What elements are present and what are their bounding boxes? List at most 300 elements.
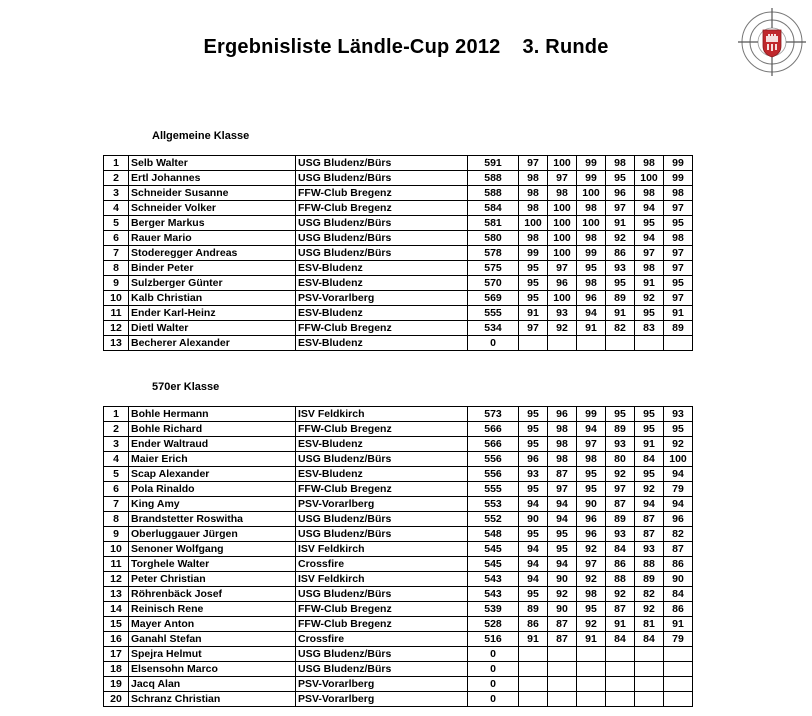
series-score-cell: 95 (519, 437, 548, 452)
table-row (104, 407, 693, 422)
table-row (104, 512, 693, 527)
table-row (104, 692, 693, 707)
shooter-name-cell: Scap Alexander (129, 467, 296, 482)
series-score-cell (606, 647, 635, 662)
total-score-cell: 539 (468, 602, 519, 617)
total-score-cell: 580 (468, 231, 519, 246)
series-score-cell: 94 (519, 572, 548, 587)
series-score-cell: 94 (548, 497, 577, 512)
series-score-cell: 90 (548, 602, 577, 617)
series-score-cell: 89 (606, 291, 635, 306)
shooter-name-cell: Schneider Susanne (129, 186, 296, 201)
rank-cell: 10 (104, 542, 129, 557)
series-score-cell: 95 (577, 482, 606, 497)
total-score-cell: 555 (468, 482, 519, 497)
shooter-name-cell: Oberluggauer Jürgen (129, 527, 296, 542)
table-row (104, 171, 693, 186)
series-score-cell: 90 (548, 572, 577, 587)
table-row (104, 572, 693, 587)
shooter-name-cell: Reinisch Rene (129, 602, 296, 617)
series-score-cell: 95 (606, 276, 635, 291)
series-score-cell: 100 (548, 201, 577, 216)
series-score-cell: 91 (606, 617, 635, 632)
club-cell: FFW-Club Bregenz (296, 422, 468, 437)
series-score-cell: 95 (519, 422, 548, 437)
total-score-cell: 566 (468, 437, 519, 452)
shooter-name-cell: Ender Karl-Heinz (129, 306, 296, 321)
series-score-cell: 98 (519, 231, 548, 246)
series-score-cell (519, 662, 548, 677)
series-score-cell: 84 (664, 587, 693, 602)
series-score-cell (548, 647, 577, 662)
total-score-cell: 0 (468, 677, 519, 692)
table-row (104, 336, 693, 351)
table-row (104, 246, 693, 261)
series-score-cell: 89 (635, 572, 664, 587)
series-score-cell: 95 (635, 407, 664, 422)
table-row (104, 527, 693, 542)
total-score-cell: 581 (468, 216, 519, 231)
club-cell: USG Bludenz/Bürs (296, 156, 468, 171)
club-cell: USG Bludenz/Bürs (296, 452, 468, 467)
series-score-cell: 95 (519, 407, 548, 422)
total-score-cell: 573 (468, 407, 519, 422)
table-row (104, 216, 693, 231)
rank-cell: 7 (104, 246, 129, 261)
table-row (104, 542, 693, 557)
series-score-cell: 96 (606, 186, 635, 201)
table-row (104, 437, 693, 452)
series-score-cell: 91 (635, 276, 664, 291)
total-score-cell: 0 (468, 647, 519, 662)
total-score-cell: 534 (468, 321, 519, 336)
series-score-cell: 96 (577, 512, 606, 527)
series-score-cell: 97 (606, 482, 635, 497)
total-score-cell: 528 (468, 617, 519, 632)
series-score-cell: 96 (664, 512, 693, 527)
table-row (104, 201, 693, 216)
table-row (104, 156, 693, 171)
series-score-cell: 99 (577, 407, 606, 422)
series-score-cell: 98 (577, 201, 606, 216)
shooter-name-cell: Selb Walter (129, 156, 296, 171)
table-row (104, 186, 693, 201)
series-score-cell: 93 (606, 437, 635, 452)
results-table-allgemeine (103, 155, 693, 351)
club-cell: ISV Feldkirch (296, 542, 468, 557)
series-score-cell: 86 (606, 246, 635, 261)
series-score-cell: 100 (635, 171, 664, 186)
title-text: Ergebnisliste Ländle-Cup 2012 (203, 36, 501, 58)
rank-cell: 19 (104, 677, 129, 692)
series-score-cell: 82 (664, 527, 693, 542)
club-cell: USG Bludenz/Bürs (296, 246, 468, 261)
total-score-cell: 556 (468, 467, 519, 482)
shooter-name-cell: Ertl Johannes (129, 171, 296, 186)
series-score-cell: 84 (606, 542, 635, 557)
series-score-cell (548, 692, 577, 707)
series-score-cell: 80 (606, 452, 635, 467)
series-score-cell: 92 (635, 602, 664, 617)
series-score-cell: 94 (635, 201, 664, 216)
rank-cell: 20 (104, 692, 129, 707)
series-score-cell: 93 (606, 527, 635, 542)
series-score-cell: 95 (635, 422, 664, 437)
rank-cell: 8 (104, 512, 129, 527)
club-cell: USG Bludenz/Bürs (296, 231, 468, 246)
table-row (104, 321, 693, 336)
rank-cell: 2 (104, 422, 129, 437)
series-score-cell: 98 (606, 156, 635, 171)
club-cell: ESV-Bludenz (296, 261, 468, 276)
series-score-cell: 99 (577, 246, 606, 261)
series-score-cell: 97 (577, 557, 606, 572)
shooter-name-cell: Kalb Christian (129, 291, 296, 306)
club-cell: USG Bludenz/Bürs (296, 662, 468, 677)
total-score-cell: 553 (468, 497, 519, 512)
table-row (104, 452, 693, 467)
series-score-cell (548, 677, 577, 692)
shooter-name-cell: Bohle Richard (129, 422, 296, 437)
series-score-cell: 91 (519, 632, 548, 647)
series-score-cell: 97 (635, 246, 664, 261)
series-score-cell (577, 692, 606, 707)
rank-cell: 13 (104, 587, 129, 602)
series-score-cell: 97 (664, 246, 693, 261)
series-score-cell: 95 (577, 467, 606, 482)
rank-cell: 4 (104, 201, 129, 216)
series-score-cell: 91 (577, 632, 606, 647)
series-score-cell: 97 (548, 261, 577, 276)
rank-cell: 16 (104, 632, 129, 647)
series-score-cell: 98 (548, 186, 577, 201)
series-score-cell (635, 662, 664, 677)
shooter-name-cell: King Amy (129, 497, 296, 512)
shooter-name-cell: Torghele Walter (129, 557, 296, 572)
series-score-cell: 98 (577, 587, 606, 602)
series-score-cell: 86 (664, 557, 693, 572)
shooter-name-cell: Röhrenbäck Josef (129, 587, 296, 602)
club-cell: PSV-Vorarlberg (296, 677, 468, 692)
series-score-cell: 92 (606, 467, 635, 482)
shooter-name-cell: Sulzberger Günter (129, 276, 296, 291)
rank-cell: 18 (104, 662, 129, 677)
series-score-cell: 95 (519, 482, 548, 497)
total-score-cell: 543 (468, 587, 519, 602)
crosshair-shield-logo (738, 8, 806, 76)
series-score-cell: 98 (577, 452, 606, 467)
series-score-cell: 94 (519, 497, 548, 512)
series-score-cell (606, 336, 635, 351)
series-score-cell: 94 (635, 497, 664, 512)
rank-cell: 3 (104, 437, 129, 452)
rank-cell: 15 (104, 617, 129, 632)
series-score-cell: 86 (606, 557, 635, 572)
club-cell: ESV-Bludenz (296, 336, 468, 351)
series-score-cell: 96 (519, 452, 548, 467)
series-score-cell: 100 (548, 156, 577, 171)
series-score-cell: 87 (606, 497, 635, 512)
series-score-cell: 91 (664, 306, 693, 321)
series-score-cell: 100 (548, 246, 577, 261)
series-score-cell: 94 (519, 542, 548, 557)
club-cell: ISV Feldkirch (296, 407, 468, 422)
total-score-cell: 570 (468, 276, 519, 291)
series-score-cell: 92 (577, 572, 606, 587)
series-score-cell: 97 (577, 437, 606, 452)
series-score-cell: 93 (635, 542, 664, 557)
shooter-name-cell: Senoner Wolfgang (129, 542, 296, 557)
rank-cell: 17 (104, 647, 129, 662)
club-cell: USG Bludenz/Bürs (296, 527, 468, 542)
rank-cell: 5 (104, 216, 129, 231)
series-score-cell: 100 (577, 186, 606, 201)
club-cell: ESV-Bludenz (296, 306, 468, 321)
club-cell: USG Bludenz/Bürs (296, 171, 468, 186)
series-score-cell: 98 (577, 231, 606, 246)
series-score-cell: 95 (664, 422, 693, 437)
shooter-name-cell: Binder Peter (129, 261, 296, 276)
club-cell: USG Bludenz/Bürs (296, 647, 468, 662)
results-body-570er (104, 407, 693, 707)
series-score-cell (635, 692, 664, 707)
series-score-cell: 94 (548, 557, 577, 572)
series-score-cell: 87 (548, 617, 577, 632)
series-score-cell: 92 (635, 291, 664, 306)
club-cell: USG Bludenz/Bürs (296, 587, 468, 602)
club-cell: ESV-Bludenz (296, 437, 468, 452)
shooter-name-cell: Maier Erich (129, 452, 296, 467)
total-score-cell: 588 (468, 171, 519, 186)
series-score-cell: 94 (519, 557, 548, 572)
series-score-cell (664, 677, 693, 692)
series-score-cell: 87 (664, 542, 693, 557)
table-row (104, 276, 693, 291)
results-table-570er (103, 406, 693, 707)
table-row (104, 422, 693, 437)
series-score-cell: 97 (548, 171, 577, 186)
series-score-cell: 100 (548, 231, 577, 246)
series-score-cell: 91 (519, 306, 548, 321)
rank-cell: 12 (104, 572, 129, 587)
series-score-cell: 89 (664, 321, 693, 336)
series-score-cell: 79 (664, 632, 693, 647)
total-score-cell: 555 (468, 306, 519, 321)
series-score-cell (577, 677, 606, 692)
series-score-cell: 90 (519, 512, 548, 527)
shooter-name-cell: Mayer Anton (129, 617, 296, 632)
series-score-cell: 94 (664, 467, 693, 482)
series-score-cell: 83 (635, 321, 664, 336)
series-score-cell: 97 (664, 291, 693, 306)
series-score-cell: 96 (548, 276, 577, 291)
series-score-cell: 99 (664, 171, 693, 186)
results-body-allgemeine (104, 156, 693, 351)
table-row (104, 291, 693, 306)
table-row (104, 632, 693, 647)
series-score-cell: 92 (606, 587, 635, 602)
series-score-cell (577, 647, 606, 662)
series-score-cell: 91 (606, 306, 635, 321)
series-score-cell: 92 (635, 482, 664, 497)
series-score-cell: 95 (548, 527, 577, 542)
shooter-name-cell: Peter Christian (129, 572, 296, 587)
club-cell: USG Bludenz/Bürs (296, 512, 468, 527)
table-row (104, 662, 693, 677)
rank-cell: 11 (104, 557, 129, 572)
total-score-cell: 566 (468, 422, 519, 437)
series-score-cell: 92 (548, 587, 577, 602)
series-score-cell: 95 (664, 276, 693, 291)
series-score-cell: 96 (548, 407, 577, 422)
series-score-cell (635, 677, 664, 692)
series-score-cell: 86 (664, 602, 693, 617)
shooter-name-cell: Pola Rinaldo (129, 482, 296, 497)
club-cell: Crossfire (296, 632, 468, 647)
series-score-cell: 94 (635, 231, 664, 246)
series-score-cell: 89 (519, 602, 548, 617)
shooter-name-cell: Stoderegger Andreas (129, 246, 296, 261)
series-score-cell: 79 (664, 482, 693, 497)
club-cell: FFW-Club Bregenz (296, 186, 468, 201)
rank-cell: 6 (104, 231, 129, 246)
total-score-cell: 569 (468, 291, 519, 306)
series-score-cell: 98 (548, 437, 577, 452)
series-score-cell: 84 (635, 452, 664, 467)
series-score-cell: 91 (635, 437, 664, 452)
series-score-cell: 89 (606, 422, 635, 437)
rank-cell: 14 (104, 602, 129, 617)
series-score-cell: 82 (635, 587, 664, 602)
rank-cell: 6 (104, 482, 129, 497)
series-score-cell: 95 (519, 261, 548, 276)
series-score-cell: 100 (548, 291, 577, 306)
rank-cell: 12 (104, 321, 129, 336)
series-score-cell: 90 (577, 497, 606, 512)
series-score-cell: 97 (664, 201, 693, 216)
club-cell: Crossfire (296, 557, 468, 572)
total-score-cell: 578 (468, 246, 519, 261)
total-score-cell: 543 (468, 572, 519, 587)
series-score-cell: 87 (635, 527, 664, 542)
series-score-cell: 95 (519, 291, 548, 306)
rank-cell: 5 (104, 467, 129, 482)
shooter-name-cell: Elsensohn Marco (129, 662, 296, 677)
shooter-name-cell: Rauer Mario (129, 231, 296, 246)
series-score-cell: 82 (606, 321, 635, 336)
series-score-cell: 95 (606, 171, 635, 186)
series-score-cell (577, 336, 606, 351)
series-score-cell: 99 (519, 246, 548, 261)
series-score-cell: 84 (635, 632, 664, 647)
series-score-cell: 92 (548, 321, 577, 336)
series-score-cell: 93 (606, 261, 635, 276)
series-score-cell (519, 677, 548, 692)
total-score-cell: 552 (468, 512, 519, 527)
total-score-cell: 548 (468, 527, 519, 542)
total-score-cell: 516 (468, 632, 519, 647)
series-score-cell: 98 (519, 171, 548, 186)
total-score-cell: 584 (468, 201, 519, 216)
rank-cell: 2 (104, 171, 129, 186)
series-score-cell: 98 (664, 186, 693, 201)
series-score-cell: 97 (519, 321, 548, 336)
rank-cell: 3 (104, 186, 129, 201)
series-score-cell: 88 (606, 572, 635, 587)
series-score-cell: 100 (519, 216, 548, 231)
rank-cell: 7 (104, 497, 129, 512)
series-score-cell: 94 (577, 422, 606, 437)
series-score-cell: 94 (548, 512, 577, 527)
series-score-cell: 90 (664, 572, 693, 587)
club-cell: USG Bludenz/Bürs (296, 216, 468, 231)
series-score-cell: 93 (548, 306, 577, 321)
total-score-cell: 556 (468, 452, 519, 467)
series-score-cell: 96 (577, 291, 606, 306)
club-cell: ISV Feldkirch (296, 572, 468, 587)
series-score-cell: 92 (577, 617, 606, 632)
series-score-cell: 91 (577, 321, 606, 336)
total-score-cell: 588 (468, 186, 519, 201)
series-score-cell: 92 (577, 542, 606, 557)
shooter-name-cell: Jacq Alan (129, 677, 296, 692)
series-score-cell (635, 336, 664, 351)
series-score-cell: 97 (519, 156, 548, 171)
series-score-cell: 84 (606, 632, 635, 647)
series-score-cell: 91 (606, 216, 635, 231)
club-cell: PSV-Vorarlberg (296, 497, 468, 512)
club-cell: FFW-Club Bregenz (296, 482, 468, 497)
table-row (104, 261, 693, 276)
shooter-name-cell: Brandstetter Roswitha (129, 512, 296, 527)
series-score-cell: 95 (548, 542, 577, 557)
series-score-cell: 87 (548, 467, 577, 482)
series-score-cell (519, 336, 548, 351)
series-score-cell: 100 (577, 216, 606, 231)
series-score-cell: 98 (577, 276, 606, 291)
series-score-cell: 98 (664, 231, 693, 246)
club-cell: PSV-Vorarlberg (296, 692, 468, 707)
series-score-cell (606, 692, 635, 707)
series-score-cell: 95 (577, 602, 606, 617)
series-score-cell (519, 647, 548, 662)
section-heading-allgemeine: Allgemeine Klasse (152, 130, 250, 142)
table-row (104, 306, 693, 321)
series-score-cell: 88 (635, 557, 664, 572)
shooter-name-cell: Ganahl Stefan (129, 632, 296, 647)
series-score-cell: 98 (548, 422, 577, 437)
total-score-cell: 0 (468, 336, 519, 351)
series-score-cell: 95 (635, 216, 664, 231)
table-row (104, 677, 693, 692)
rank-cell: 8 (104, 261, 129, 276)
series-score-cell: 99 (577, 156, 606, 171)
series-score-cell (606, 662, 635, 677)
rank-cell: 1 (104, 407, 129, 422)
series-score-cell: 98 (635, 261, 664, 276)
series-score-cell: 95 (635, 467, 664, 482)
table-row (104, 617, 693, 632)
series-score-cell: 99 (577, 171, 606, 186)
series-score-cell (664, 647, 693, 662)
club-cell: PSV-Vorarlberg (296, 291, 468, 306)
series-score-cell: 92 (664, 437, 693, 452)
series-score-cell: 95 (577, 261, 606, 276)
series-score-cell: 87 (606, 602, 635, 617)
shooter-name-cell: Schneider Volker (129, 201, 296, 216)
series-score-cell: 100 (664, 452, 693, 467)
table-row (104, 497, 693, 512)
